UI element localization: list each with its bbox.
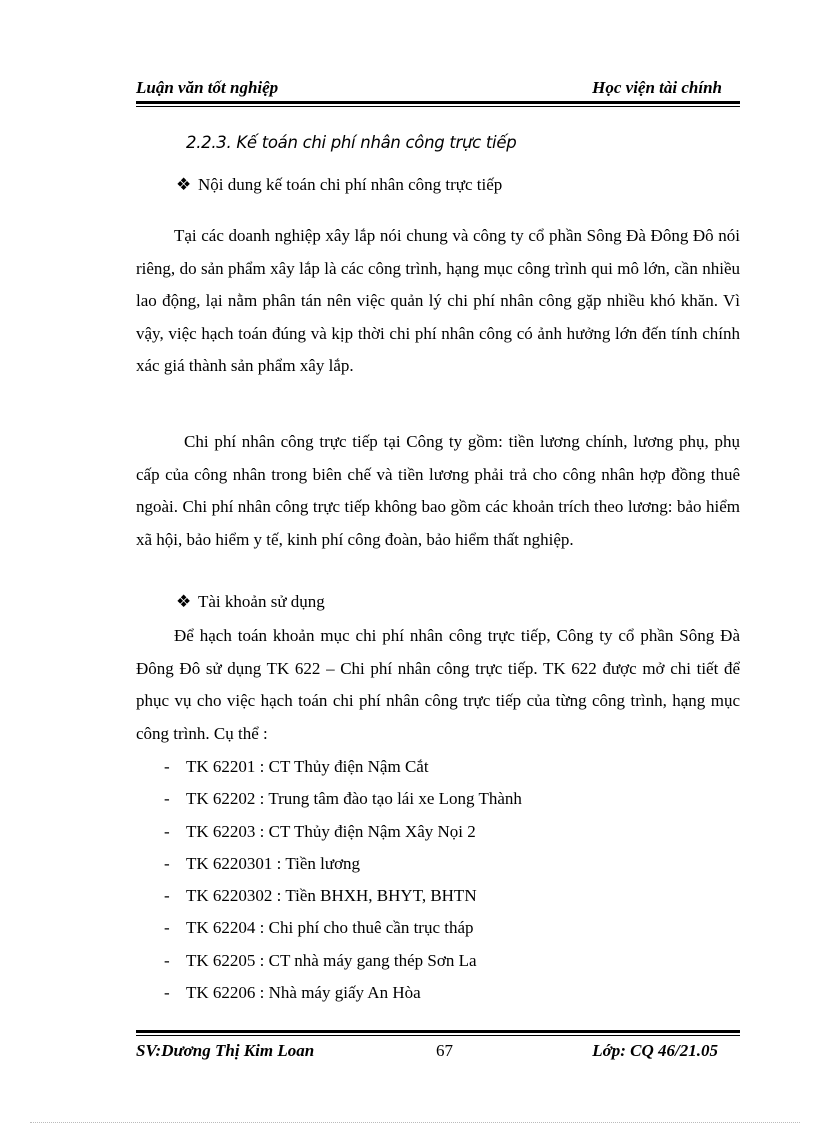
list-item: - TK 6220302 : Tiền BHXH, BHYT, BHTN (164, 886, 477, 906)
diamond-bullet-icon: ❖ (176, 592, 192, 611)
thesis-title: Luận văn tốt nghiệp (136, 78, 279, 97)
institution-name: Học viện tài chính (592, 78, 722, 97)
page-number: 67 (436, 1041, 453, 1060)
list-item: - TK 62201 : CT Thủy điện Nậm Cắt (164, 757, 429, 776)
content-heading: Nội dung kế toán chi phí nhân công trực tiếp (198, 175, 503, 194)
bullet-content-heading (176, 175, 502, 195)
account-list (164, 751, 522, 1009)
list-item: - TK 62203 : CT Thủy điện Nậm Xây Nọi 2 (164, 821, 476, 841)
footer-rule-thick (136, 1030, 740, 1033)
list-item: - TK 62206 : Nhà máy giấy An Hòa (164, 983, 421, 1003)
student-name: SV:Dương Thị Kim Loan (136, 1041, 315, 1060)
header-rule-thick (136, 101, 740, 104)
list-item: - TK 62202 : Trung tâm đào tạo lái xe Long Thành (164, 789, 522, 809)
bullet-account-heading (176, 592, 325, 612)
account-heading: Tài khoản sử dụng (198, 592, 325, 611)
page-header (136, 78, 740, 100)
paragraph-2: Chi phí nhân công trực tiếp tại Công ty gồm: tiền lương chính, lương phụ, phụ cấp của công nhân trong biên chế và tiền lương phải trả cho công nhân hợp đồng thuê ngoài. Chi phí nhân công trực tiếp không bao gồm các khoản trích theo lương: bảo hiểm xã hội, bảo hiểm y tế, kinh phí công đoàn, bảo hiểm thất nghiệp. (136, 432, 740, 549)
footer-rule-thin (136, 1035, 740, 1036)
list-item: - TK 6220301 : Tiền lương (164, 853, 361, 873)
section-title: 2.2.3. Kế toán chi phí nhân công trực tiếp (186, 133, 517, 152)
class-code: Lớp: CQ 46/21.05 (592, 1041, 718, 1060)
diamond-bullet-icon: ❖ (176, 175, 192, 194)
list-item: - TK 62205 : CT nhà máy gang thép Sơn La (164, 950, 477, 970)
page-footer (136, 1041, 740, 1063)
header-rule-thin (136, 106, 740, 107)
paragraph-1: Tại các doanh nghiệp xây lắp nói chung và công ty cổ phần Sông Đà Đông Đô nói riêng, do sản phẩm xây lắp là các công trình, hạng mục công trình qui mô lớn, cần nhiều lao động, lại nằm phân tán nên việc quản lý chi phí nhân công gặp nhiều khó khăn. Vì vậy, việc hạch toán đúng và kịp thời chi phí nhân công có ảnh hưởng lớn đến tính chính xác giá thành sản phẩm xây lắp. (136, 226, 740, 375)
list-item: - TK 62204 : Chi phí cho thuê cần trục tháp (164, 918, 474, 938)
paragraph-3: Để hạch toán khoản mục chi phí nhân công trực tiếp, Công ty cổ phần Sông Đà Đông Đô sử dụng TK 622 – Chi phí nhân công trực tiếp. TK 622 được mở chi tiết để phục vụ cho việc hạch toán chi phí nhân công trực tiếp của từng công trình, hạng mục công trình. Cụ thể : (136, 626, 740, 743)
